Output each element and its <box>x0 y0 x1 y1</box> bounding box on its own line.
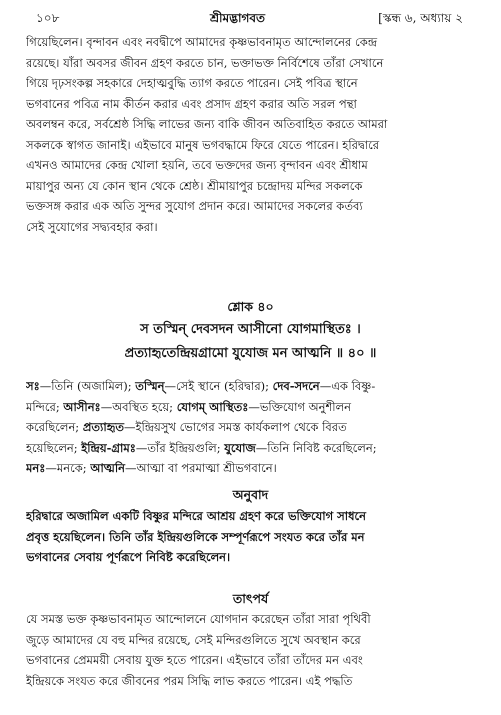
purport-heading: তাৎপর্য <box>232 591 269 606</box>
intro-line: সকলকে স্বাগত জানাই। এইভাবে মানুষ ভগবদ্ধামে ফিরে যেতে পারেন। হরিদ্বারে <box>26 137 380 152</box>
synonym-gloss: —ইন্দ্রিয়সুখ ভোগের সমস্ত কার্যকলাপ থেকে বিরত <box>123 420 347 434</box>
synonym-gloss: —তিনি (অজামিল); <box>39 379 136 393</box>
intro-line: এখনও আমাদের কেন্দ্র খোলা হয়নি, তবে ভক্তদের জন্য বৃন্দাবন এবং শ্রীধাম <box>26 158 368 172</box>
synonym-term: সঃ <box>26 379 40 393</box>
synonym-term: মনঃ <box>26 461 46 475</box>
synonym-line <box>26 376 475 397</box>
synonym-term: প্রত্যাহৃত <box>82 420 124 434</box>
intro-line: অবলম্বন করে, সর্বশ্রেষ্ঠ সিদ্ধি লাভের জন্য বাকি জীবন অতিবাহিত করতে আমরা <box>26 117 388 131</box>
page-number: ১০৮ <box>36 11 60 25</box>
synonym-line <box>26 438 475 459</box>
verse-heading: শ্লোক ৪০ <box>227 299 274 314</box>
synonym-gloss: —তিনি নিবিষ্ট করেছিলেন; <box>255 440 377 455</box>
synonym-term: যোগম্ আস্থিতঃ <box>176 399 249 414</box>
synonym-term: দেব-সদনে <box>272 379 320 393</box>
verse-line-1: স তস্মিন্ দেবসদন আসীনো যোগমাস্থিতঃ । <box>140 322 361 337</box>
synonym-term: ইন্দ্রিয়-গ্রামঃ <box>81 440 136 455</box>
chapter-reference: [স্কন্ধ ৬, অধ্যায় ২ <box>378 11 463 25</box>
running-title: শ্রীমদ্ভাগবত <box>210 11 266 25</box>
synonym-gloss: —এক বিষ্ণু- <box>319 379 376 393</box>
purport-line: যে সমস্ত ভক্ত কৃষ্ণভাবনামৃত আন্দোলনে যোগদান করেছেন তাঁরা সারা পৃথিবী <box>26 612 371 626</box>
translation-line: প্রবৃত্ত হয়েছিলেন। তিনি তাঁর ইন্দ্রিয়গুলিকে সম্পূর্ণরূপে সংযত করে তাঁর মন <box>26 529 365 544</box>
intro-paragraph <box>26 32 475 237</box>
verse-line-2: প্রত্যাহৃতেন্দ্রিয়গ্রামো যুযোজ মন আত্মনি ॥ ৪০ ॥ <box>124 346 377 361</box>
synonym-gloss: —সেই স্থানে (হরিদ্বার); <box>164 379 273 393</box>
intro-line: সেই সুযোগের সদ্ব্যবহার করা। <box>26 219 158 234</box>
synonym-gloss: —ভক্তিযোগ অনুশীলন <box>248 399 351 414</box>
intro-line: ভগবানের পবিত্র নাম কীর্তন করার এবং প্রসাদ গ্রহণ করার অতি সরল পন্থা <box>26 96 357 111</box>
purport-line: জুড়ে আমাদের যে বহু মন্দির রয়েছে, সেই মন্দিরগুলিতে সুখে অবস্থান করে <box>26 632 361 647</box>
synonyms-block <box>26 376 475 479</box>
synonym-gloss: —তাঁর ইন্দ্রিয়গুলি; <box>135 440 225 455</box>
synonym-line <box>26 458 475 479</box>
synonym-gloss: হয়েছিলেন; <box>26 440 82 455</box>
translation-heading: অনুবাদ <box>232 487 269 502</box>
synonym-gloss: মন্দিরে; <box>26 399 64 414</box>
purport-line: ইন্দ্রিয়কে সংযত করে জীবনের পরম সিদ্ধি লাভ করতে পারেন। এই পদ্ধতি <box>26 673 353 688</box>
purport-text <box>26 609 475 691</box>
synonym-term: আত্মনি <box>90 461 125 475</box>
synonym-term: যুযোজ <box>224 440 256 455</box>
synonym-line <box>26 397 475 418</box>
intro-line: গিয়েছিলেন। বৃন্দাবন এবং নবদ্বীপে আমাদের কৃষ্ণভাবনামৃত আন্দোলনের কেন্দ্র <box>26 35 378 49</box>
translation-text <box>26 506 475 568</box>
translation-line: ভগবানের সেবায় পূর্ণরূপে নিবিষ্ট করেছিলেন। <box>26 550 231 564</box>
synonym-gloss: —আত্মা বা পরমাত্মা শ্রীভগবানে। <box>125 461 277 475</box>
purport-line: ভগবানের প্রেমময়ী সেবায় যুক্ত হতে পারেন। এইভাবে তাঁরা তাঁদের মন এবং <box>26 653 363 667</box>
synonym-term: তস্মিন্ <box>135 379 165 393</box>
synonym-gloss: —অবস্থিত হয়ে; <box>100 399 177 414</box>
synonym-term: আসীনঃ <box>63 399 101 414</box>
synonym-gloss: —মনকে; <box>45 461 91 475</box>
intro-line: গিয়ে দৃঢ়সংকল্প সহকারে দেহাত্মবুদ্ধি ত্যাগ করতে পারেন। সেই পবিত্র স্থানে <box>26 76 358 90</box>
intro-line: রয়েছে। যাঁরা অবসর জীবন গ্রহণ করতে চান, ভক্তাভক্ত নির্বিশেষে তাঁরা সেখানে <box>26 55 384 70</box>
intro-line: ভক্তসঙ্গ করার এক অতি সুন্দর সুযোগ প্রদান করে। আমাদের সকলের কর্তব্য <box>26 199 363 213</box>
translation-line: হরিদ্বারে অজামিল একটি বিষ্ণুর মন্দিরে আশ্রয় গ্রহণ করে ভক্তিযোগ সাধনে <box>26 509 366 523</box>
intro-line: মায়াপুর অন্য যে কোন স্থান থেকে শ্রেষ্ঠ। শ্রীমায়াপুর চন্দ্রোদয় মন্দির সকলকে <box>26 178 363 193</box>
synonym-gloss: করেছিলেন; <box>26 420 83 434</box>
synonym-line <box>26 417 475 438</box>
